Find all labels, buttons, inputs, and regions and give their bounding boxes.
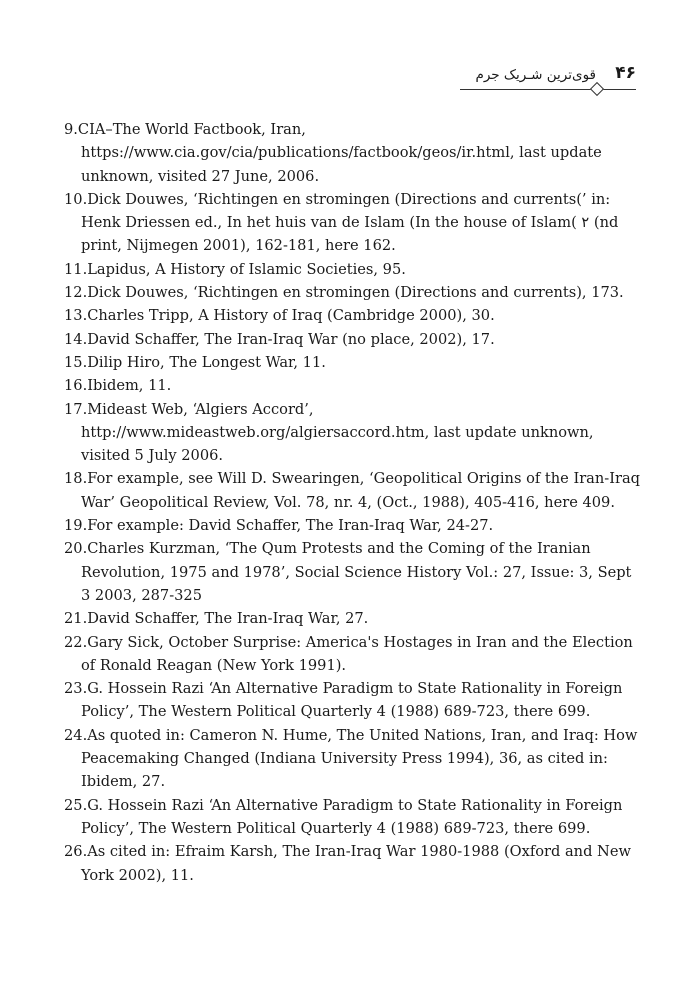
endnote-12: 12.Dick Douwes, ‘Richtingen en stromingen (Directions and currents), 173.	[64, 284, 624, 302]
endnote-23: 23.G. Hossein Razi ‘An Alternative Paradigm to State Rationality in Foreign Policy’, The Western Political Quarterly 4 (1988) 689-723, there 699.	[64, 680, 623, 721]
diamond-ornament-icon	[590, 82, 604, 96]
endnote-25: 25.G. Hossein Razi ‘An Alternative Paradigm to State Rationality in Foreign Policy’, The Western Political Quarterly 4 (1988) 689-723, there 699.	[64, 796, 623, 837]
endnote-20: 20.Charles Kurzman, ‘The Qum Protests and the Coming of the Iranian Revolution, 1975 and 1978’, Social Science History Vol.: 27, Issue: 3, Sept 3 2003, 287-325	[64, 540, 632, 604]
endnote-17: 17.Mideast Web, ‘Algiers Accord’, http://www.mideastweb.org/algiersaccord.htm, last update unknown, visited 5 July 2006.	[64, 400, 594, 465]
endnote-9: 9.CIA–The World Factbook, Iran, https://www.cia.gov/cia/publications/factbook/geos/ir.html, last update unknown, visited 27 June, 2006.	[64, 121, 602, 185]
endnote-14: 14.David Schaffer, The Iran-Iraq War (no place, 2002), 17.	[64, 330, 495, 348]
endnote-24: 24.As quoted in: Cameron N. Hume, The United Nations, Iran, and Iraq: How Peacemaking Changed (Indiana University Press 1994), 36, as cited in: Ibidem, 27.	[64, 726, 638, 791]
endnote-13: 13.Charles Tripp, A History of Iraq (Cambridge 2000), 30.	[64, 307, 495, 325]
endnote-16: 16.Ibidem, 11.	[64, 377, 172, 395]
page-number: ۴۶	[615, 63, 636, 83]
endnotes-list	[64, 118, 644, 887]
endnote-21: 21.David Schaffer, The Iran-Iraq War, 27.	[64, 610, 369, 628]
endnote-10: 10.Dick Douwes, ‘Richtingen en stromingen (Directions and currents(’ in: Henk Driessen ed., In het huis van de Islam (In the house of Islam( ۲ (nd print, Nijmegen 2001), 162-181, here 162.	[64, 190, 619, 255]
endnote-22: 22.Gary Sick, October Surprise: America's Hostages in Iran and the Election of Ronald Reagan (New York 1991).	[64, 633, 633, 674]
page-header	[460, 63, 636, 93]
header-rule	[460, 89, 636, 90]
endnote-19: 19.For example: David Schaffer, The Iran-Iraq War, 24-27.	[64, 517, 494, 535]
running-title: قوی‌ترین شـریک جرم	[475, 67, 596, 83]
endnote-15: 15.Dilip Hiro, The Longest War, 11.	[64, 353, 326, 371]
endnote-18: 18.For example, see Will D. Swearingen, ‘Geopolitical Origins of the Iran-Iraq War’ Geopolitical Review, Vol. 78, nr. 4, (Oct., 1988), 405-416, here 409.	[64, 470, 640, 511]
endnote-11: 11.Lapidus, A History of Islamic Societies, 95.	[64, 260, 406, 278]
endnote-26: 26.As cited in: Efraim Karsh, The Iran-Iraq War 1980-1988 (Oxford and New York 2002), 11.	[64, 843, 631, 884]
